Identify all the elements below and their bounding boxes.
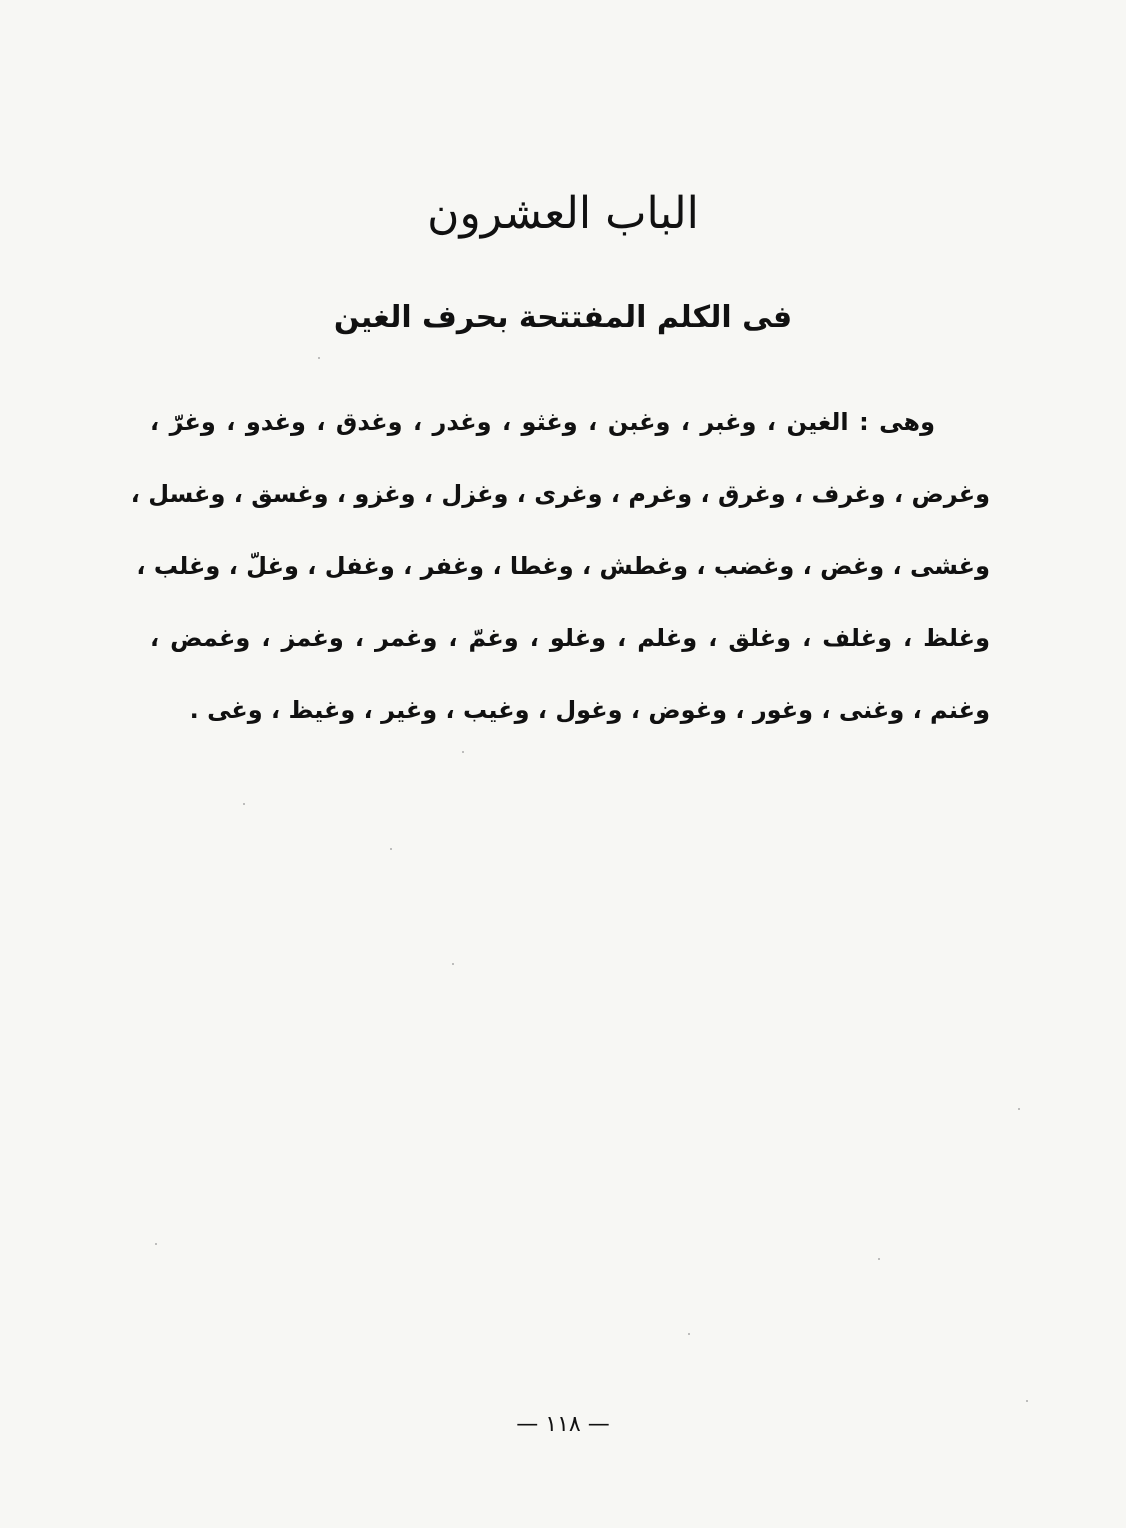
body-line: وغنم ، وغنى ، وغور ، وغوض ، وغول ، وغيب ، وغير ، وغيظ ، وغى . — [189, 696, 990, 724]
body-text — [130, 395, 990, 755]
scan-speck — [243, 803, 245, 805]
scan-speck — [878, 1258, 880, 1260]
body-line: وغلظ ، وغلف ، وغلق ، وغلم ، وغلو ، وغمّ ، وغمر ، وغمز ، وغمض ، — [150, 624, 990, 652]
body-line: وهى : الغين ، وغبر ، وغبن ، وغثو ، وغدر ، وغدق ، وغدو ، وغرّ ، — [150, 408, 935, 436]
body-line: وغشى ، وغض ، وغضب ، وغطش ، وغطا ، وغفر ، وغفل ، وغلّ ، وغلب ، — [136, 552, 990, 580]
scan-speck — [155, 1243, 157, 1245]
chapter-subtitle: فى الكلم المفتتحة بحرف الغين — [333, 300, 793, 335]
page-number: — ١١٨ — — [516, 1412, 610, 1437]
scan-speck — [390, 848, 392, 850]
scan-speck — [688, 1333, 690, 1335]
scan-speck — [1026, 1400, 1028, 1402]
scan-speck — [452, 963, 454, 965]
body-line: وغرض ، وغرف ، وغرق ، وغرم ، وغرى ، وغزل ، وغزو ، وغسق ، وغسل ، — [130, 480, 990, 508]
chapter-title: الباب العشرون — [427, 188, 699, 239]
scan-speck — [318, 357, 320, 359]
scan-speck — [462, 751, 464, 753]
scan-speck — [1018, 1108, 1020, 1110]
